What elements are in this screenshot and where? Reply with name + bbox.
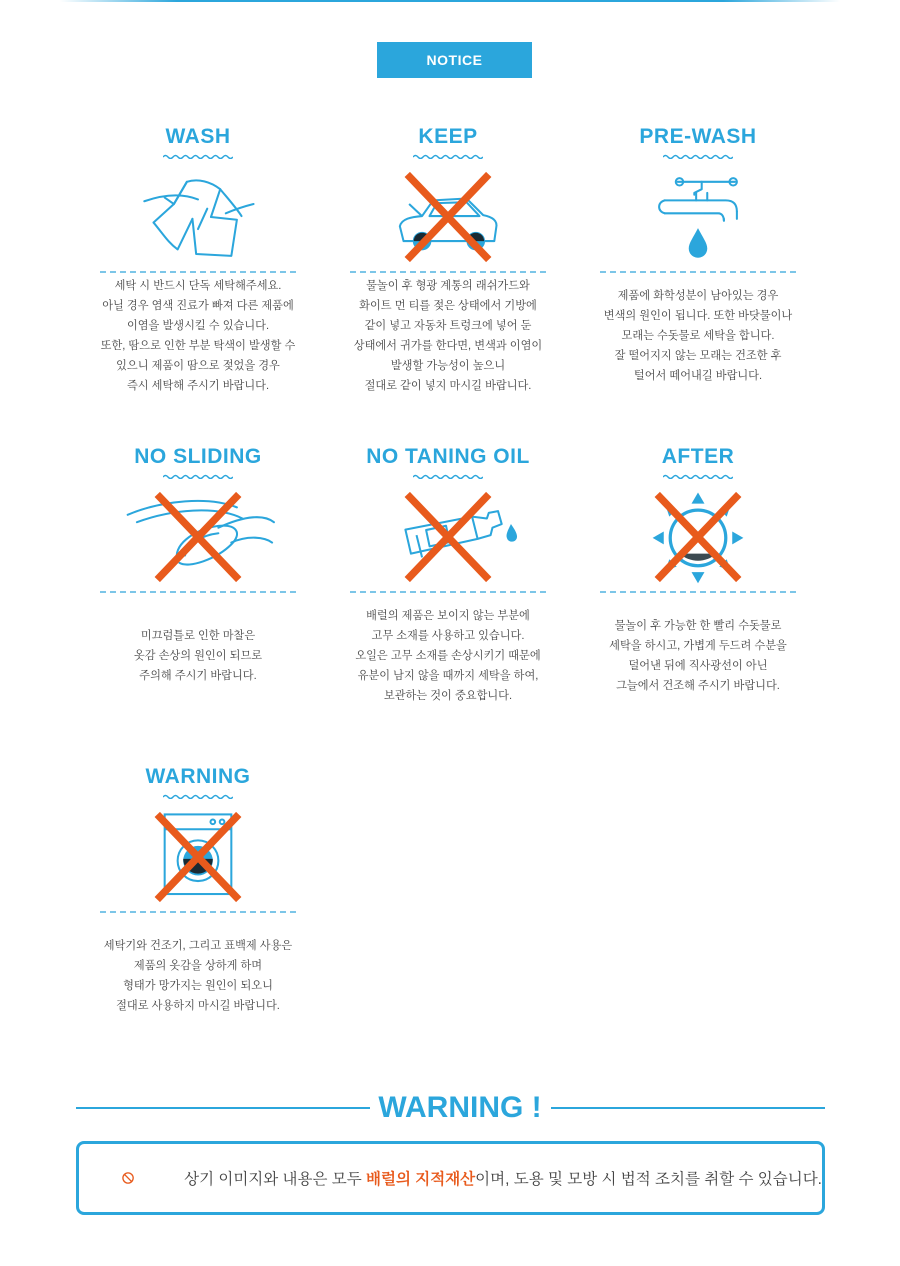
card-title: NO SLIDING: [134, 445, 262, 468]
card-title: PRE-WASH: [639, 125, 757, 148]
warning-message: [184, 1167, 822, 1189]
card-description: [600, 593, 796, 719]
warning-message-highlight: 배럴의 지적재산: [366, 1171, 476, 1188]
card-desc-line: 유분이 남지 않을 때까지 세탁을 하여,: [357, 670, 539, 682]
notice-card-after: [600, 444, 796, 719]
card-desc-line: 절대로 사용하지 마시길 바랍니다.: [116, 1000, 280, 1012]
card-description: [600, 273, 796, 399]
warning-message-text: 상기 이미지와 내용은 모두: [184, 1171, 367, 1188]
notice-card-no-taning-oil: [350, 444, 546, 719]
notice-card-keep: [350, 124, 546, 399]
card-desc-line: 옷감 손상의 원인이 되므로: [133, 650, 263, 662]
warning-box: [76, 1141, 825, 1215]
title-wave-underline: [163, 474, 233, 479]
notice-card-pre-wash: [600, 124, 796, 399]
washing-machine-icon: [100, 807, 296, 907]
card-description: [100, 273, 296, 399]
notice-badge: NOTICE: [377, 42, 532, 78]
card-desc-line: 즉시 세탁해 주시기 바랍니다.: [126, 380, 270, 392]
card-desc-line: 배럴의 제품은 보이지 않는 부분에: [366, 610, 530, 622]
card-desc-line: 있으니 제품이 땀으로 젖었을 경우: [116, 360, 280, 372]
warning-line-left: [76, 1107, 370, 1109]
card-desc-line: 털어서 떼어내길 바랍니다.: [633, 370, 763, 382]
card-desc-line: 오일은 고무 소재를 손상시키기 때문에: [355, 650, 541, 662]
card-description: [100, 593, 296, 719]
oil-bottle-icon: [350, 487, 546, 587]
card-title: WASH: [165, 125, 231, 148]
card-desc-line: 절대로 같이 넣지 마시길 바랍니다.: [364, 380, 532, 392]
card-title: AFTER: [661, 445, 735, 468]
card-desc-line: 변색의 원인이 됩니다. 또한 바닷물이나: [603, 310, 793, 322]
card-desc-line: 상태에서 귀가를 한다면, 변색과 이염이: [353, 340, 543, 352]
faucet-icon: [600, 167, 796, 267]
card-desc-line: 잘 떨어지지 않는 모래는 건조한 후: [614, 350, 782, 362]
card-desc-line: 그늘에서 건조해 주시기 바랍니다.: [616, 680, 780, 692]
car-icon: [350, 167, 546, 267]
title-wave-underline: [663, 154, 733, 159]
title-wave-underline: [663, 474, 733, 479]
card-title: KEEP: [418, 125, 478, 148]
card-desc-line: 보관하는 것이 중요합니다.: [383, 690, 513, 702]
sun-icon: [600, 487, 796, 587]
card-desc-line: 같이 넣고 자동차 트렁크에 넣어 둔: [364, 320, 532, 332]
card-desc-line: 아닐 경우 염색 진료가 빠져 다른 제품에: [102, 300, 294, 312]
card-desc-line: 세탁을 하시고, 가볍게 두드려 수분을: [609, 640, 787, 652]
card-desc-line: 화이트 먼 티를 젖은 상태에서 기방에: [359, 300, 537, 312]
notice-card-no-sliding: [100, 444, 296, 719]
card-desc-line: 주의해 주시기 바랍니다.: [139, 670, 257, 682]
card-description: [350, 593, 546, 719]
slide-icon: [100, 487, 296, 587]
card-title: NO TANING OIL: [366, 445, 530, 468]
card-desc-line: 물놀이 후 형광 계통의 래쉬가드와: [366, 280, 530, 292]
card-desc-line: 모래는 수돗물로 세탁을 합니다.: [621, 330, 775, 342]
card-desc-line: 물놀이 후 가능한 한 빨리 수돗물로: [614, 620, 782, 632]
card-desc-line: 제품의 옷감을 상하게 하며: [133, 960, 263, 972]
warning-heading: WARNING !: [378, 1091, 542, 1124]
title-wave-underline: [413, 474, 483, 479]
card-desc-line: 고무 소재를 사용하고 있습니다.: [371, 630, 525, 642]
warning-message-text-end: 이며, 도용 및 모방 시 법적 조치를 취할 수 있습니다.: [475, 1171, 822, 1188]
title-wave-underline: [413, 154, 483, 159]
card-desc-line: 미끄럼틀로 인한 마찰은: [140, 630, 256, 642]
top-divider: [60, 0, 840, 2]
wash-icon: [100, 167, 296, 267]
card-description: [100, 913, 296, 1039]
card-title: WARNING: [145, 765, 251, 788]
card-desc-line: 덜어낸 뒤에 직사광선이 아닌: [628, 660, 768, 672]
card-desc-line: 제품에 화학성분이 남아있는 경우: [617, 290, 779, 302]
warning-line-right: [551, 1107, 825, 1109]
title-wave-underline: [163, 154, 233, 159]
ban-icon: [122, 1155, 134, 1201]
card-desc-line: 세탁기와 건조기, 그리고 표백제 사용은: [103, 940, 293, 952]
card-desc-line: 세탁 시 반드시 단독 세탁해주세요.: [114, 280, 282, 292]
notice-card-wash: [100, 124, 296, 399]
notice-card-warning: [100, 764, 296, 1039]
card-desc-line: 발생할 가능성이 높으니: [390, 360, 506, 372]
card-desc-line: 이염을 발생시킬 수 있습니다.: [126, 320, 270, 332]
card-desc-line: 또한, 땀으로 인한 부분 탁색이 발생할 수: [100, 340, 296, 352]
card-description: [350, 273, 546, 399]
card-desc-line: 형태가 망가지는 원인이 되오니: [123, 980, 273, 992]
title-wave-underline: [163, 794, 233, 799]
